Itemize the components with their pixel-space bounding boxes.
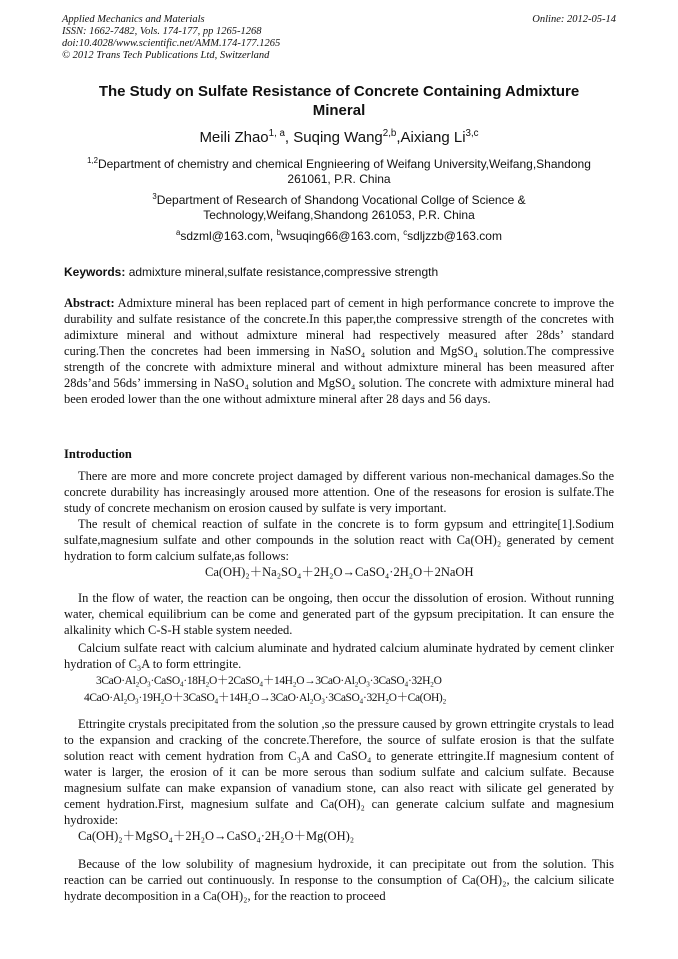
abstract-label: Abstract: [64,296,115,310]
paragraph [64,468,614,516]
paragraph-text: There are more and more concrete project damaged by different various non-mechanical damages.So the concrete durability has increasingly aroused more attention. One of the reseasons for erosion is sulfate.The study of concrete mechanism on erosion caused by sulfate is very important. [64,469,614,515]
affiliation-sup: 3 [152,192,157,201]
equation: 4CaO·Al₂O₃·19H₂O＋3CaSO₄＋14H₂O→3CaO·Al₂O₃·3CaSO₄·32H₂O＋Ca(OH)₂ [84,692,446,704]
author-sup: 3,c [465,128,479,139]
email-address[interactable]: wsuqing66@163.com [280,229,397,243]
author-name: Aixiang Li [400,129,466,146]
title-line-1: The Study on Sulfate Resistance of Concrete Containing Admixture [98,83,580,100]
paragraph-text: Calcium sulfate react with calcium aluminate and hydrated calcium aluminate hydrated by cement clinker hydration of C₃A to form ettringite. [64,641,614,671]
paragraph-text: Ettringite crystals precipitated from the solution ,so the pressure caused by grown ettringite crystals to lead to the expansion and cracking of the concrete.Therefore, the source of sulfate erosion is that the sulfate solution react with cement hydration from C₃A and CaSO₄ to generate ettringite.If magnesium content of water is larger, the erosion of it can be more serous than sodium sulfate and calcium sulfate. Because magnesium sulfate can make expansion of vanadium stone, can also react with silicate gel generated by cement hydration.First, magnesium sulfate and Ca(OH)₂ can generate calcium sulfate and magnesium hydroxide: [64,717,614,827]
email-address[interactable]: sdljzzb@163.com [407,229,502,243]
email-sup: b [276,228,281,237]
keywords [64,265,616,280]
paragraph [64,640,614,672]
affiliation-text: Technology,Weifang,Shandong 261053, P.R. China [203,208,475,222]
abstract-text: Admixture mineral has been replaced part of cement in high performance concrete to improve the durability and sulfate resistance of the concrete.In this paper,the compressive strength of the concretes with adimixture mineral and without admixture mineral had respectively measured after 28ds’ standard curing.Then the concretes had been immersing in NaSO₄ solution and MgSO₄ solution.The compressive strength of the concrete with admixture mineral and without admixture mineral has been measured after 28ds’and 56ds’ immersing in NaSO₄ solution and MgSO₄ solution. The concrete with admixture mineral had been eroded lower than the one without admixture mineral after 28 days and 56 days. [64,296,614,406]
affiliation-text: Department of Research of Shandong Vocational Collge of Science & [156,193,526,207]
paragraph-text: The result of chemical reaction of sulfate in the concrete is to form gypsum and ettringite[1].Sodium sulfate,magnesium sulfate and other compounds in the solution react with Ca(OH)₂ generated by cement hydration to form calcium sulfate,as follows: [64,517,614,563]
email-line: $^a$sdzml@163.com, $^b$wsuqing66@163.com, $^c$sdljzzb@163.com [176,228,502,243]
affiliation-text: 261061, P.R. China [287,172,391,186]
email-address[interactable]: sdzml@163.com [180,229,270,243]
paragraph-text: Because of the low solubility of magnesium hydroxide, it can precipitate out from the solution. This reaction can be carried out continuously. In response to the consumption of Ca(OH)₂, the calcium silicate hydrate decomposition in a Ca(OH)₂, for the reaction to proceed [64,857,614,903]
affiliation-2 [60,193,618,223]
copyright-line: © 2012 Trans Tech Publications Ltd, Switzerland [62,50,270,61]
equation: 3CaO·Al₂O₃·CaSO₄·18H₂O＋2CaSO₄＋14H₂O→3CaO·Al₂O₃·3CaSO₄·32H₂O [96,675,442,687]
paragraph [64,516,614,564]
email-sup: c [403,228,408,237]
online-date: Online: 2012-05-14 [532,14,616,25]
journal-name: Applied Mechanics and Materials [62,14,205,25]
abstract [64,295,614,407]
paragraph [64,856,614,904]
keywords-text: admixture mineral,sulfate resistance,compressive strength [128,265,439,279]
affiliation-sup: 1,2 [87,156,98,165]
doi-line: doi:10.4028/www.scientific.net/AMM.174-177.1265 [62,38,281,49]
equation: Ca(OH)₂＋MgSO₄＋2H₂O→CaSO₄·2H₂O＋Mg(OH)₂ [78,829,355,843]
author-list: Meili Zhao$^{1, a}$, Suqing Wang$^{2,b}$,Aixiang Li$^{3,c}$ [199,128,479,146]
author-sup: 2,b [382,128,397,139]
affiliation-text: Department of chemistry and chemical Engnieering of Weifang University,Weifang,Shandong [97,157,591,171]
paper-title [60,82,618,120]
author-name: Meili Zhao [199,129,269,146]
issn-line: ISSN: 1662-7482, Vols. 174-177, pp 1265-1268 [62,26,262,37]
paragraph [64,590,614,638]
title-line-2: Mineral [312,102,366,119]
email-sup: a [176,228,181,237]
affiliation-1 [60,157,618,187]
journal-header [62,14,616,62]
keywords-label: Keywords: [64,265,126,279]
paragraph-text: In the flow of water, the reaction can be ongoing, then occur the dissolution of erosion. Without running water, chemical equilibrium can be come and generated part of the gypsum precipitation. It can ensure the alkalinity which C-S-H stable system needed. [64,591,614,637]
section-heading: Introduction [64,447,132,461]
author-name: Suqing Wang [293,129,383,146]
paragraph [64,716,614,828]
equation: Ca(OH)₂＋Na₂SO₄＋2H₂O→CaSO₄·2H₂O＋2NaOH [205,565,474,579]
author-sup: 1, a [268,128,285,139]
